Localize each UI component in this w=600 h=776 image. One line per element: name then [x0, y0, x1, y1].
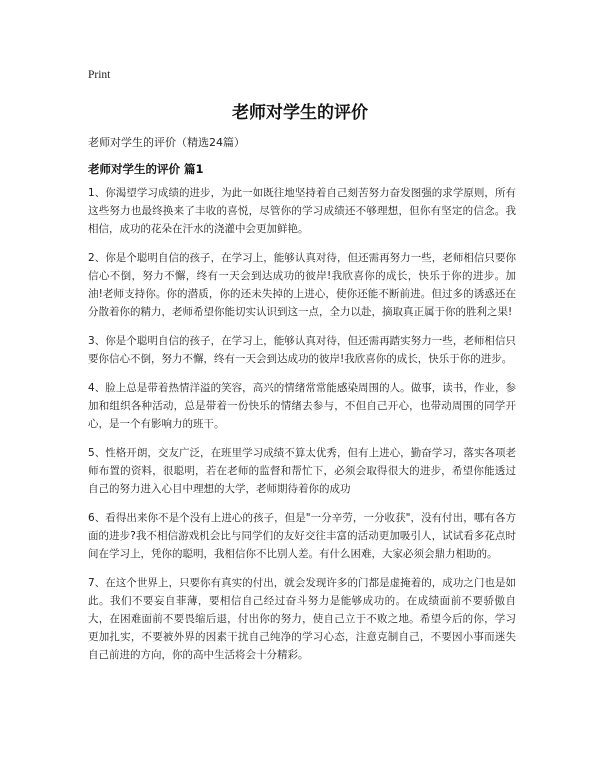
paragraph-7: 7、在这个世界上，只要你有真实的付出，就会发现许多的门都是虚掩着的，成功之门也是如此。我们不要妄自菲薄，要相信自己经过奋斗努力是能够成功的。在成绩面前不要骄傲自大，在困难面前不要畏缩后退，付出你的努力，使自己立于不败之地。希望今后的你，学习更加扎实，不要被外界的因素干扰自己纯净的学习心态，注意克制自己，不要因小事而迷失自己前进的方向，你的高中生活将会十分精彩。	[88, 577, 516, 661]
section-heading: 老师对学生的评价 篇1	[88, 162, 204, 176]
paragraph-1: 1、你渴望学习成绩的进步，为此一如既往地坚持着自己刻苦努力奋发图强的求学原则，所有这些努力也最终换来了丰收的喜悦，尽管你的学习成绩还不够理想，但你有坚定的信念。我相信，成功的花朵在汗水的浇灌中会更加鲜艳。	[88, 187, 516, 235]
document-body	[88, 184, 516, 675]
document-subtitle: 老师对学生的评价（精选24篇）	[88, 136, 245, 149]
paragraph-5: 5、性格开朗，交友广泛，在班里学习成绩不算太优秀，但有上进心，勤奋学习，落实各项老师布置的资料，很聪明，若在老师的监督和帮忙下，必须会取得很大的进步，希望你能透过自己的努力进入心目中理想的大学，老师期待着你的成功	[88, 447, 516, 495]
paragraph-6: 6、看得出来你不是个没有上进心的孩子，但是"一分辛劳，一分收获"，没有付出，哪有各方面的进步?我不相信游戏机会比与同学们的友好交往丰富的活动更加吸引人，试试看多花点时间在学习上，凭你的聪明，我相信你不比别人差。有什么困难，大家必须会鼎力相助的。	[88, 512, 516, 560]
paragraph-4: 4、脸上总是带着热情洋溢的笑容，高兴的情绪常常能感染周围的人。做事，读书，作业，参加和组织各种活动，总是带着一份快乐的情绪去参与，不但自己开心，也带动周围的同学开心，是一个有影响力的班干。	[88, 382, 516, 430]
print-link[interactable]: Print	[88, 69, 111, 81]
page-title: 老师对学生的评价	[232, 103, 368, 123]
paragraph-2: 2、你是个聪明自信的孩子，在学习上，能够认真对待，但还需再努力一些，老师相信只要你信心不倒，努力不懈，终有一天会到达成功的彼岸!我欣喜你的成长，快乐于你的进步。加油!老师支持你。你的潜质，你的还未失掉的上进心，使你还能不断前进。但过多的诱惑还在分散着你的精力，老师希望你能切实认识到这一点，全力以赴，摘取真正属于你的胜利之果!	[88, 252, 516, 318]
paragraph-3: 3、你是个聪明自信的孩子，在学习上，能够认真对待，但还需再踏实努力一些，老师相信只要你信心不倒，努力不懈，终有一天会到达成功的彼岸!我欣喜你的成长，快乐于你的进步。	[88, 335, 516, 365]
